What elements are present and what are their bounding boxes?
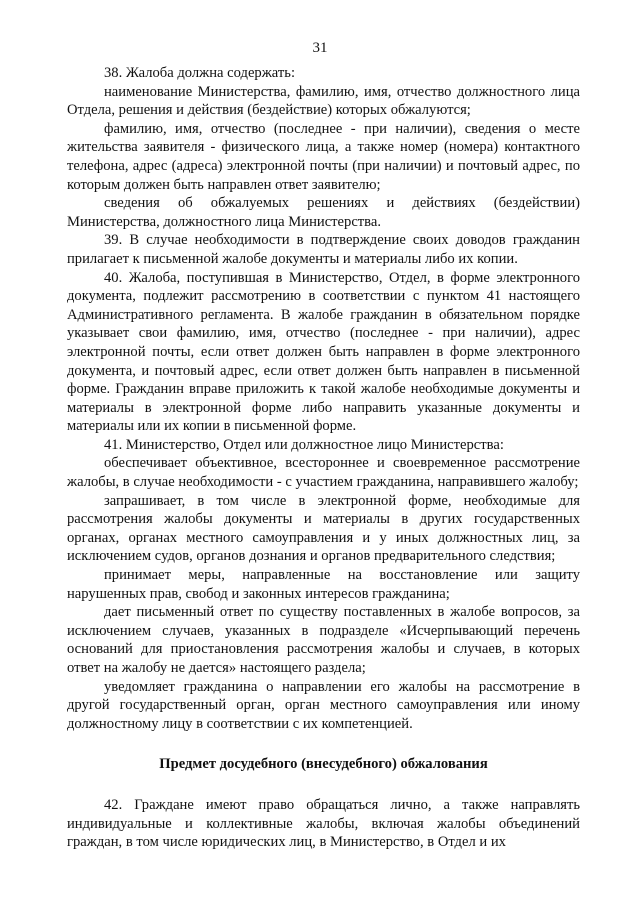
section-heading: Предмет досудебного (внесудебного) обжалования [159,756,488,773]
paragraph-41-item-3: принимает меры, направленные на восстановление или защиту нарушенных прав, свобод и законных интересов гражданина; [67,567,580,602]
paragraph-41-item-2: запрашивает, в том числе в электронной форме, необходимые для рассмотрения жалобы документы и материалы в других государственных органах, органах местного самоуправления и у иных должностных лиц, за исключением судов, органов дознания и органов предварительного следствия; [67,492,580,565]
paragraph-41-intro: 41. Министерство, Отдел или должностное лицо Министерства: [104,436,504,453]
paragraph-38-intro: 38. Жалоба должна содержать: [104,65,295,81]
paragraph-41-item-4: дает письменный ответ по существу поставленных в жалобе вопросов, за исключением случаев, указанных в подразделе «Исчерпывающий перечень оснований для приостановления рассмотрения жалобы и случаев, в которых ответ на жалобу не дается» настоящего раздела; [67,604,580,676]
document-body [67,64,580,852]
paragraph-41-item-5: уведомляет гражданина о направлении его жалобы на рассмотрение в другой государственный орган, орган местного самоуправления или иному должностному лицу в соответствии с их компетенцией. [67,678,580,732]
paragraph-39: 39. В случае необходимости в подтверждение своих доводов гражданин прилагает к письменной жалобе документы и материалы либо их копии. [67,232,580,267]
paragraph-38-item-3: сведения об обжалуемых решениях и действиях (бездействии) Министерства, должностного лица Министерства. [67,195,580,230]
paragraph-41-item-1: обеспечивает объективное, всестороннее и своевременное рассмотрение жалобы, в случае необходимости - с участием гражданина, направившего жалобу; [67,455,580,491]
paragraph-38-item-1: наименование Министерства, фамилию, имя, отчество должностного лица Отдела, решения и действия (бездействие) которых обжалуются; [67,83,580,119]
paragraph-38-item-2: фамилию, имя, отчество (последнее - при наличии), сведения о месте жительства заявителя - физического лица, а также номер (номера) контактного телефона, адрес (адреса) электронной почты (при наличии) и почтовый адрес, по которым должен быть направлен ответ заявителю; [67,120,580,193]
page-number: 31 [312,40,328,56]
paragraph-40: 40. Жалоба, поступившая в Министерство, Отдел, в форме электронного документа, подлежит рассмотрению в соответствии с пунктом 41 настоящего Административного регламента. В жалобе гражданин в обязательном порядке указывает свои фамилию, имя, отчество (последнее - при наличии), адрес электронной почты, если ответ должен быть направлен в форме электронного документа, и почтовый адрес, если ответ должен быть направлен в письменной форме. Гражданин вправе приложить к такой жалобе необходимые документы и материалы в электронной форме либо направить указанные документы и материалы или их копии в письменной форме. [67,269,580,435]
paragraph-42: 42. Граждане имеют право обращаться лично, а также направлять индивидуальные и коллективные жалобы, включая жалобы объединений граждан, в том числе юридических лиц, в Министерство, в Отдел и их [67,796,580,851]
